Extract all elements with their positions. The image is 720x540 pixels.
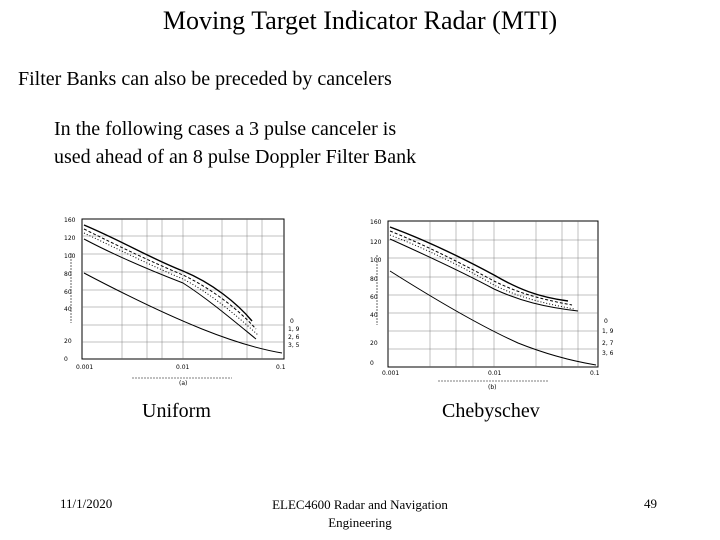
y-tick: 160: [64, 217, 76, 224]
x-tick: 0.001: [382, 370, 400, 377]
legend-entry: 2, 6: [288, 334, 300, 341]
footer-course-line1: ELEC4600 Radar and Navigation: [272, 497, 448, 512]
x-tick: 0.001: [76, 364, 94, 371]
figure-chebyschev: [368, 215, 618, 395]
page-number: 49: [644, 496, 657, 511]
slide-title: Moving Target Indicator Radar (MTI): [162, 6, 558, 35]
bullet-text-2: [54, 115, 416, 171]
y-tick: 80: [64, 271, 72, 278]
caption-chebyschev: Chebyschev: [442, 400, 540, 422]
caption-uniform: Uniform: [142, 400, 211, 422]
y-tick: 120: [64, 235, 76, 242]
x-tick: 0.1: [590, 370, 600, 377]
y-tick: 120: [370, 239, 382, 246]
legend-entry: 1, 9: [602, 328, 614, 335]
y-tick: 60: [370, 294, 378, 301]
footer-course-line2: Engineering: [328, 515, 392, 530]
figure-chebyschev-plot: [368, 215, 618, 395]
y-tick: 100: [64, 253, 76, 260]
figure-uniform: [62, 213, 312, 393]
legend-entry: 3, 5: [288, 342, 300, 349]
legend-entry: 0: [290, 318, 294, 325]
y-tick: 80: [370, 276, 378, 283]
bullet-text-2-line-a: In the following cases a 3 pulse canceler is: [54, 118, 397, 140]
y-tick: 100: [370, 257, 382, 264]
y-tick: 20: [64, 338, 72, 345]
plot-frame: [388, 221, 598, 367]
bullet-text-2-line-b: used ahead of an 8 pulse Doppler Filter Bank: [54, 146, 417, 168]
y-tick: 20: [370, 340, 378, 347]
legend-entry: 3, 6: [602, 350, 614, 357]
x-tick: 0.01: [488, 370, 502, 377]
y-tick: 0: [370, 360, 374, 367]
figure-sublabel: (a): [179, 380, 188, 387]
y-tick: 0: [64, 356, 68, 363]
y-tick: 40: [64, 306, 72, 313]
x-tick: 0.1: [276, 364, 286, 371]
legend-entry: 1, 9: [288, 326, 300, 333]
footer-course: [260, 496, 460, 532]
x-tick: 0.01: [176, 364, 190, 371]
figure-sublabel: (b): [488, 384, 497, 391]
legend-entry: 0: [604, 318, 608, 325]
y-tick: 160: [370, 219, 382, 226]
legend-entry: 2, 7: [602, 340, 614, 347]
footer-date: 11/1/2020: [60, 496, 113, 511]
y-tick: 40: [370, 312, 378, 319]
y-tick: 60: [64, 289, 72, 296]
figure-uniform-plot: [62, 213, 312, 393]
bullet-text-1: Filter Banks can also be preceded by cancelers: [18, 68, 392, 90]
